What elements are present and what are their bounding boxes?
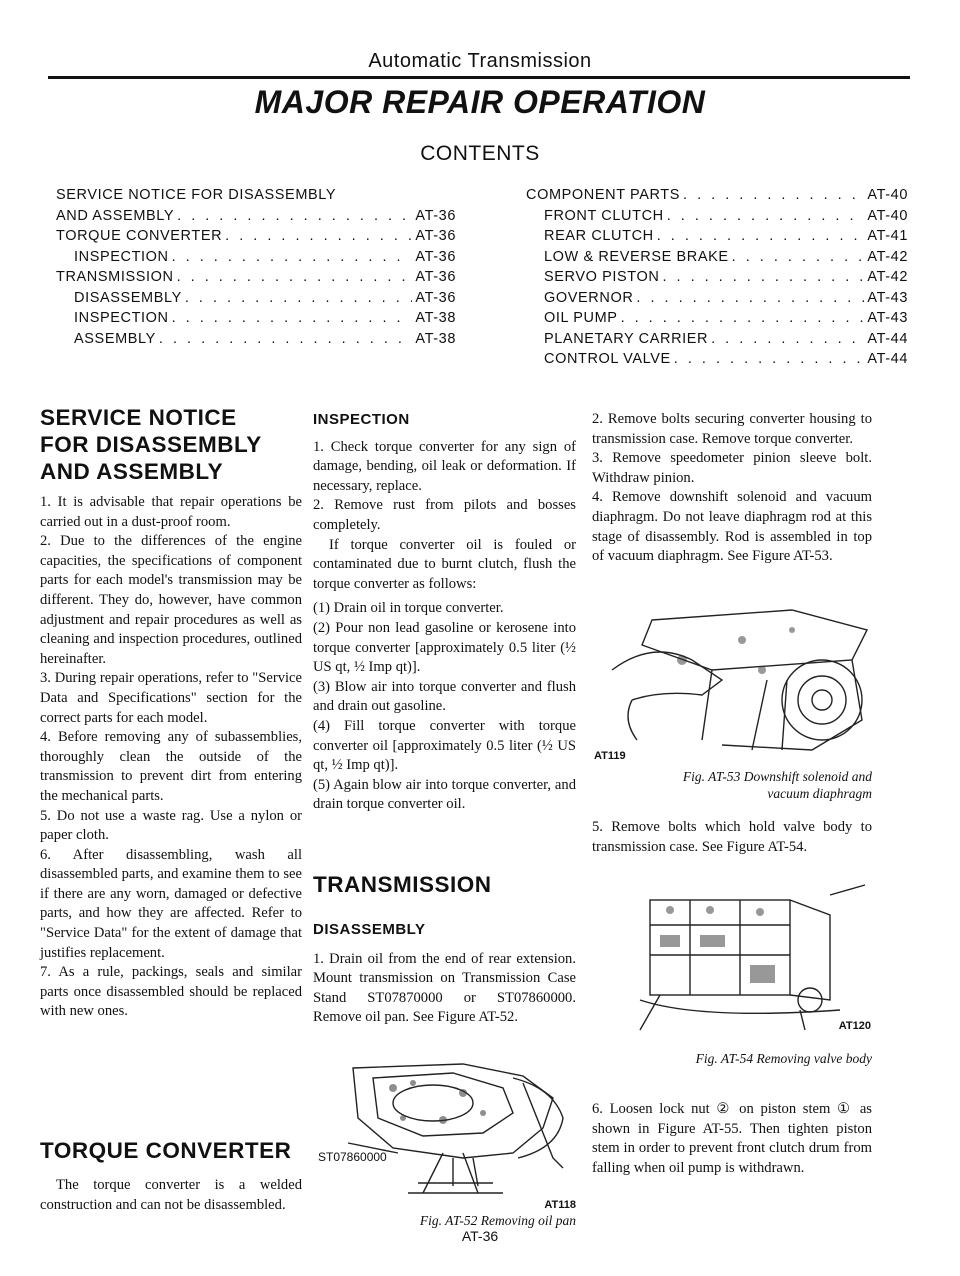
toc-entry[interactable] — [526, 187, 908, 208]
leader-dots — [674, 351, 865, 367]
leader-dots — [657, 228, 865, 244]
figure-code: AT118 — [544, 1199, 576, 1211]
toc-entry-page: AT-36 — [415, 207, 456, 224]
toc-entry-page: AT-40 — [867, 207, 908, 224]
page-title: MAJOR REPAIR OPERATION — [254, 84, 706, 120]
toc-entry-page: AT-38 — [415, 310, 456, 326]
section-heading-inspection: INSPECTION — [313, 411, 410, 428]
toc-left — [56, 187, 456, 351]
toc-entry-label: TORQUE CONVERTER — [56, 228, 223, 244]
leader-dots — [621, 310, 865, 326]
toc-entry-label: DISASSEMBLY — [74, 289, 182, 306]
list-item: 7. As a rule, packings, seals and similar parts once disassembled should be replaced with new ones. — [40, 964, 302, 1020]
item-5 — [592, 818, 872, 857]
toc-entry[interactable] — [526, 208, 908, 229]
toc-entry[interactable] — [526, 310, 908, 331]
section-heading-transmission: TRANSMISSION — [313, 872, 492, 897]
list-item: (2) Pour non lead gasoline or kerosene into torque converter [approximately 0.5 liter (½ US qt, ½ Imp qt)]. — [313, 619, 576, 676]
contents-title: CONTENTS — [420, 142, 540, 165]
toc-entry[interactable] — [526, 290, 908, 311]
toc-entry-label: LOW & REVERSE BRAKE — [544, 248, 729, 265]
leader-dots — [683, 187, 864, 203]
column-3 — [592, 410, 872, 567]
figure-at52 — [313, 1058, 576, 1211]
toc-entry-label: COMPONENT PARTS — [526, 187, 681, 203]
section-heading-torque-converter: TORQUE CONVERTER — [40, 1138, 292, 1163]
figure-code: AT120 — [838, 1020, 871, 1032]
toc-entry-page: AT-43 — [867, 310, 908, 326]
leader-dots — [732, 249, 865, 265]
page-number: AT-36 — [461, 1228, 499, 1244]
list-item: 2. Due to the differences of the engine capacities, the specifications of component parts for each model's transmission may be different. They do, however, have common adjustment and repair procedures as well as cleaning and inspection procedures, outlined hereinafter. — [40, 533, 302, 667]
toc-entry[interactable] — [56, 208, 456, 229]
list-item: (1) Drain oil in torque converter. — [313, 600, 504, 617]
torque-converter-section — [40, 1137, 302, 1215]
toc-entry[interactable] — [526, 351, 908, 372]
transmission-on-stand-illustration — [313, 1058, 576, 1198]
toc-entry-label: SERVO PISTON — [544, 269, 660, 285]
leader-dots — [636, 290, 864, 306]
toc-entry[interactable] — [56, 331, 456, 352]
leader-dots — [159, 331, 412, 347]
list-item: (4) Fill torque converter with torque converter oil [approximately 0.5 liter (½ US qt, ½ Imp qt)]. — [313, 717, 576, 774]
list-item: 1. Check torque converter for any sign of damage, bending, oil leak or deformation. If necessary, replace. — [313, 438, 576, 494]
list-item: 5. Do not use a waste rag. Use a nylon or paper cloth. — [40, 807, 302, 844]
list-item: (5) Again blow air into torque converter, and drain torque converter oil. — [313, 776, 576, 813]
item-6 — [592, 1100, 872, 1178]
toc-entry-page: AT-36 — [415, 228, 456, 244]
toc-entry[interactable] — [56, 228, 456, 249]
figure-caption: Fig. AT-52 Removing oil pan — [419, 1213, 576, 1228]
header-rule — [48, 76, 910, 79]
list-item: 5. Remove bolts which hold valve body to transmission case. See Figure AT-54. — [592, 819, 872, 855]
toc-entry[interactable] — [526, 228, 908, 249]
list-item: 1. It is advisable that repair operations be carried out in a dust-proof room. — [40, 494, 302, 530]
caption-line: Fig. AT-53 Downshift solenoid and — [682, 769, 872, 784]
section-heading-disassembly: DISASSEMBLY — [313, 921, 426, 938]
figure-code: AT119 — [594, 750, 626, 762]
list-item: 6. Loosen lock nut ② on piston stem ① as shown in Figure AT-55. Then tighten piston stem in order to prevent front clutch drum from falling when oil pump is withdrawn. — [592, 1101, 872, 1176]
toc-entry[interactable] — [526, 249, 908, 270]
paragraph: The torque converter is a welded construction and can not be disassembled. — [40, 1177, 302, 1213]
leader-dots — [172, 310, 413, 326]
toc-entry-label: SERVICE NOTICE FOR DISASSEMBLY — [56, 187, 337, 203]
toc-entry-page: AT-40 — [867, 187, 908, 203]
list-item: 4. Remove downshift solenoid and vacuum diaphragm. Do not leave diaphragm rod at this stage of disassembly. Rod is assembled in top of vacuum diaphragm. See Figure AT-53. — [592, 489, 872, 565]
figure-caption — [592, 768, 872, 802]
leader-dots — [177, 208, 412, 224]
list-item: 2. Remove rust from pilots and bosses completely. — [313, 497, 576, 533]
toc-entry[interactable] — [56, 269, 456, 290]
column-1 — [40, 404, 302, 1022]
toc-entry-page: AT-36 — [415, 248, 456, 265]
valve-body-illustration — [600, 880, 875, 1035]
paragraph: If torque converter oil is fouled or contaminated due to burnt clutch, flush the torque converter as follows: — [313, 536, 576, 592]
leader-dots — [177, 269, 413, 285]
list-item: 1. Drain oil from the end of rear extension. Mount transmission on Transmission Case Stand ST07870000 or ST07860000. Remove oil pan. See Figure AT-52. — [313, 950, 576, 1026]
leader-dots — [667, 208, 865, 224]
toc-entry-page: AT-44 — [867, 330, 908, 347]
toc-entry-page: AT-42 — [867, 248, 908, 265]
leader-dots — [225, 228, 412, 244]
section-heading-service-notice — [40, 404, 302, 485]
toc-entry-label: CONTROL VALVE — [544, 351, 671, 367]
caption-line: vacuum diaphragm — [767, 786, 872, 801]
list-item: 2. Remove bolts securing converter housing to transmission case. Remove torque converter. — [592, 411, 872, 447]
toc-entry-label: OIL PUMP — [544, 310, 618, 326]
toc-entry-label: TRANSMISSION — [56, 269, 174, 285]
running-head: Automatic Transmission — [368, 50, 592, 72]
toc-entry-label: FRONT CLUTCH — [544, 207, 664, 224]
toc-entry-label: GOVERNOR — [544, 289, 634, 306]
toc-entry-label: PLANETARY CARRIER — [544, 330, 709, 347]
toc-entry[interactable] — [526, 331, 908, 352]
list-item: 3. Remove speedometer pinion sleeve bolt. Withdraw pinion. — [592, 450, 872, 486]
heading-line: FOR DISASSEMBLY — [40, 432, 262, 457]
downshift-solenoid-illustration — [592, 600, 882, 760]
figure-tool-label: ST07860000 — [318, 1150, 387, 1164]
toc-entry-page: AT-38 — [415, 330, 456, 347]
figure-at53 — [592, 600, 882, 760]
list-item: 6. After disassembling, wash all disassembled parts, and examine them to see if there are any worn, damaged or defective parts, and how they are affected. Refer to "Service Data" for the extent of damage that justifies replacement. — [40, 846, 302, 961]
toc-entry[interactable] — [56, 310, 456, 331]
heading-line: AND ASSEMBLY — [40, 459, 224, 484]
list-item: 4. Before removing any of subassemblies, thoroughly clean the outside of the transmission to prevent dirt from entering the mechanical parts. — [40, 729, 302, 804]
toc-entry-label: REAR CLUTCH — [544, 228, 654, 244]
toc-entry-page: AT-36 — [415, 289, 456, 306]
toc-entry[interactable] — [56, 249, 456, 270]
list-item: (3) Blow air into torque converter and flush and drain out gasoline. — [313, 678, 576, 715]
leader-dots — [662, 269, 864, 285]
toc-entry-label: ASSEMBLY — [74, 330, 156, 347]
figure-at54 — [600, 880, 875, 1035]
toc-entry-page: AT-41 — [867, 228, 908, 244]
toc-entry-page: AT-42 — [867, 269, 908, 285]
toc-entry[interactable] — [56, 187, 456, 208]
toc-entry[interactable] — [56, 290, 456, 311]
list-item: 3. During repair operations, refer to "Service Data and Specifications" section for the correct parts for each model. — [40, 670, 302, 726]
heading-line: SERVICE NOTICE — [40, 405, 237, 430]
toc-entry-page: AT-36 — [415, 269, 456, 285]
toc-entry-label: INSPECTION — [74, 310, 169, 326]
toc-entry-label: AND ASSEMBLY — [56, 207, 175, 224]
toc-entry-page: AT-44 — [867, 351, 908, 367]
toc-entry[interactable] — [526, 269, 908, 290]
leader-dots — [185, 290, 413, 306]
column-2 — [313, 410, 576, 815]
toc-entry-label: INSPECTION — [74, 248, 169, 265]
leader-dots — [172, 249, 413, 265]
figure-caption: Fig. AT-54 Removing valve body — [695, 1051, 872, 1066]
toc-right — [526, 187, 908, 372]
transmission-section — [313, 871, 576, 1028]
leader-dots — [711, 331, 864, 347]
toc-entry-page: AT-43 — [867, 289, 908, 306]
